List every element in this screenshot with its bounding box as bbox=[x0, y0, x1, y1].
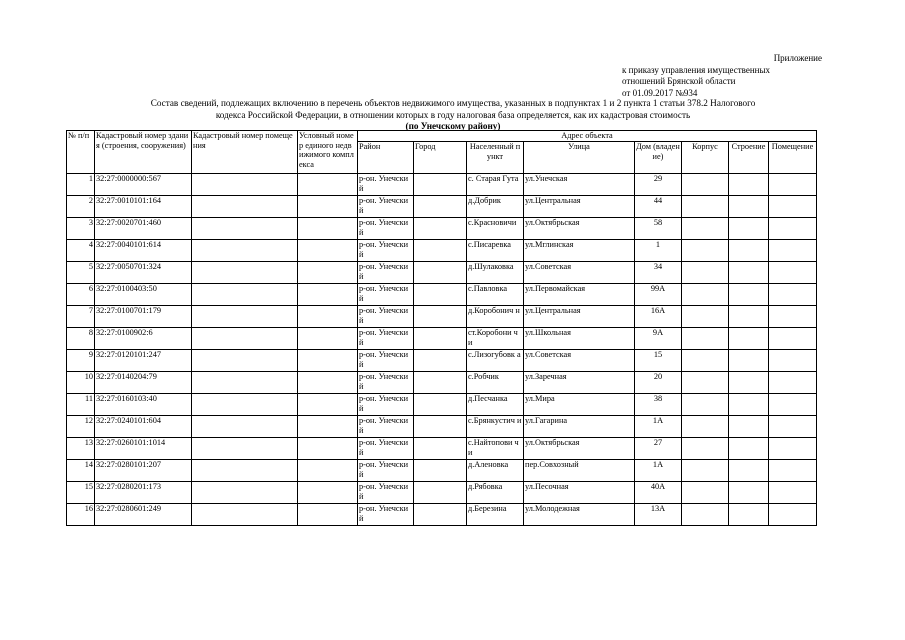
cell-city bbox=[414, 504, 467, 526]
cell-cadastral-room bbox=[192, 372, 298, 394]
cell-num: 7 bbox=[67, 306, 95, 328]
table-row bbox=[67, 218, 817, 240]
cell-conditional-number bbox=[298, 460, 358, 482]
cell-house: 38 bbox=[635, 394, 682, 416]
cell-conditional-number bbox=[298, 262, 358, 284]
cell-num: 9 bbox=[67, 350, 95, 372]
table-body bbox=[67, 174, 817, 526]
cell-city bbox=[414, 262, 467, 284]
table-row bbox=[67, 460, 817, 482]
cell-room bbox=[769, 262, 817, 284]
cell-conditional-number bbox=[298, 482, 358, 504]
header-district: Район bbox=[358, 142, 414, 174]
cell-room bbox=[769, 438, 817, 460]
cell-conditional-number bbox=[298, 328, 358, 350]
cell-num: 2 bbox=[67, 196, 95, 218]
cell-korpus bbox=[682, 416, 729, 438]
cell-district: р-он. Унечский bbox=[358, 196, 414, 218]
cell-conditional-number bbox=[298, 174, 358, 196]
cell-cadastral-room bbox=[192, 460, 298, 482]
cell-korpus bbox=[682, 394, 729, 416]
cell-city bbox=[414, 218, 467, 240]
appendix-line-2: к приказу управления имущественных bbox=[622, 64, 771, 75]
cell-locality: с.Красновичи bbox=[467, 218, 524, 240]
header-cadastral-room: Кадастровый номер помещения bbox=[192, 131, 298, 174]
cell-korpus bbox=[682, 438, 729, 460]
cell-house: 34 bbox=[635, 262, 682, 284]
cell-cadastral-room bbox=[192, 218, 298, 240]
table-row bbox=[67, 482, 817, 504]
cell-house: 58 bbox=[635, 218, 682, 240]
cell-korpus bbox=[682, 460, 729, 482]
cell-district: р-он. Унечский bbox=[358, 372, 414, 394]
cell-locality: д.Березина bbox=[467, 504, 524, 526]
cell-korpus bbox=[682, 504, 729, 526]
header-num: № п/п bbox=[67, 131, 95, 174]
cell-building bbox=[729, 284, 769, 306]
cell-room bbox=[769, 174, 817, 196]
appendix-line-4: от 01.09.2017 №934 bbox=[622, 87, 698, 98]
cell-num: 14 bbox=[67, 460, 95, 482]
cell-cadastral-building: 32:27:0120101:247 bbox=[95, 350, 192, 372]
cell-district: р-он. Унечский bbox=[358, 306, 414, 328]
cell-num: 5 bbox=[67, 262, 95, 284]
header-street: Улица bbox=[524, 142, 635, 174]
cell-house: 44 bbox=[635, 196, 682, 218]
cell-locality: с.Лизогубовк а bbox=[467, 350, 524, 372]
cell-building bbox=[729, 504, 769, 526]
cell-building bbox=[729, 240, 769, 262]
cell-conditional-number bbox=[298, 196, 358, 218]
cell-district: р-он. Унечский bbox=[358, 438, 414, 460]
cell-korpus bbox=[682, 482, 729, 504]
cell-room bbox=[769, 240, 817, 262]
cell-room bbox=[769, 416, 817, 438]
cell-house: 99А bbox=[635, 284, 682, 306]
cell-district: р-он. Унечский bbox=[358, 482, 414, 504]
appendix-line-1: Приложение bbox=[773, 53, 822, 63]
cell-korpus bbox=[682, 372, 729, 394]
table-row bbox=[67, 174, 817, 196]
table-row bbox=[67, 306, 817, 328]
cell-korpus bbox=[682, 284, 729, 306]
header-city: Город bbox=[414, 142, 467, 174]
cell-cadastral-building: 32:27:0160103:40 bbox=[95, 394, 192, 416]
cell-city bbox=[414, 240, 467, 262]
cell-house: 1А bbox=[635, 460, 682, 482]
objects-table bbox=[66, 130, 817, 526]
cell-cadastral-building: 32:27:0050701:324 bbox=[95, 262, 192, 284]
cell-cadastral-building: 32:27:0260101:1014 bbox=[95, 438, 192, 460]
cell-cadastral-building: 32:27:0240101:604 bbox=[95, 416, 192, 438]
cell-street: ул.Первомайская bbox=[524, 284, 635, 306]
cell-building bbox=[729, 416, 769, 438]
cell-building bbox=[729, 460, 769, 482]
cell-locality: ст.Коробони чи bbox=[467, 328, 524, 350]
cell-district: р-он. Унечский bbox=[358, 394, 414, 416]
cell-num: 8 bbox=[67, 328, 95, 350]
cell-building bbox=[729, 174, 769, 196]
table-row bbox=[67, 240, 817, 262]
cell-city bbox=[414, 394, 467, 416]
cell-cadastral-room bbox=[192, 482, 298, 504]
table-row bbox=[67, 416, 817, 438]
cell-city bbox=[414, 350, 467, 372]
cell-cadastral-room bbox=[192, 284, 298, 306]
cell-cadastral-room bbox=[192, 196, 298, 218]
cell-cadastral-room bbox=[192, 306, 298, 328]
cell-house: 13А bbox=[635, 504, 682, 526]
cell-building bbox=[729, 394, 769, 416]
cell-korpus bbox=[682, 196, 729, 218]
cell-street: ул.Молодежная bbox=[524, 504, 635, 526]
cell-room bbox=[769, 372, 817, 394]
cell-city bbox=[414, 372, 467, 394]
cell-district: р-он. Унечский bbox=[358, 240, 414, 262]
cell-building bbox=[729, 482, 769, 504]
cell-house: 20 bbox=[635, 372, 682, 394]
cell-room bbox=[769, 218, 817, 240]
cell-cadastral-room bbox=[192, 174, 298, 196]
cell-cadastral-room bbox=[192, 350, 298, 372]
cell-building bbox=[729, 350, 769, 372]
cell-cadastral-building: 32:27:0010101:164 bbox=[95, 196, 192, 218]
header-locality: Населенный пункт bbox=[467, 142, 524, 174]
cell-city bbox=[414, 174, 467, 196]
cell-room bbox=[769, 394, 817, 416]
cell-cadastral-building: 32:27:0280201:173 bbox=[95, 482, 192, 504]
cell-conditional-number bbox=[298, 284, 358, 306]
cell-conditional-number bbox=[298, 438, 358, 460]
cell-cadastral-room bbox=[192, 262, 298, 284]
table-row bbox=[67, 438, 817, 460]
cell-cadastral-building: 32:27:0000000:567 bbox=[95, 174, 192, 196]
cell-building bbox=[729, 262, 769, 284]
cell-cadastral-building: 32:27:0020701:460 bbox=[95, 218, 192, 240]
cell-street: ул.Советская bbox=[524, 262, 635, 284]
cell-house: 40А bbox=[635, 482, 682, 504]
cell-house: 9А bbox=[635, 328, 682, 350]
title-subtitle: (по Унечскому району) bbox=[405, 121, 501, 131]
cell-street: ул.Центральная bbox=[524, 306, 635, 328]
cell-num: 15 bbox=[67, 482, 95, 504]
table-row bbox=[67, 328, 817, 350]
cell-conditional-number bbox=[298, 218, 358, 240]
title-line-1: Состав сведений, подлежащих включению в перечень объектов недвижимого имущества, указанных в подпунктах 1 и 2 пункта 1 статьи 378.2 Налогового bbox=[150, 98, 756, 108]
cell-cadastral-room bbox=[192, 240, 298, 262]
cell-korpus bbox=[682, 174, 729, 196]
cell-cadastral-room bbox=[192, 438, 298, 460]
cell-korpus bbox=[682, 350, 729, 372]
header-address: Адрес объекта bbox=[358, 131, 817, 142]
header-korpus: Корпус bbox=[682, 142, 729, 174]
cell-locality: с. Старая Гута bbox=[467, 174, 524, 196]
cell-street: ул.Заречная bbox=[524, 372, 635, 394]
table-row bbox=[67, 262, 817, 284]
cell-city bbox=[414, 416, 467, 438]
table-row bbox=[67, 394, 817, 416]
cell-num: 3 bbox=[67, 218, 95, 240]
cell-street: ул.Песочная bbox=[524, 482, 635, 504]
cell-room bbox=[769, 350, 817, 372]
cell-locality: с.Найтопови чи bbox=[467, 438, 524, 460]
cell-street: ул.Мира bbox=[524, 394, 635, 416]
cell-street: ул.Школьная bbox=[524, 328, 635, 350]
cell-house: 1А bbox=[635, 416, 682, 438]
cell-num: 12 bbox=[67, 416, 95, 438]
cell-room bbox=[769, 328, 817, 350]
cell-house: 29 bbox=[635, 174, 682, 196]
cell-room bbox=[769, 460, 817, 482]
cell-cadastral-room bbox=[192, 328, 298, 350]
cell-street: ул.Октябрьская bbox=[524, 218, 635, 240]
cell-street: пер.Совхозный bbox=[524, 460, 635, 482]
title-line-2: кодекса Российской Федерации, в отношении которых в году налоговая база определяется, как их кадастровая стоимость bbox=[215, 109, 691, 120]
cell-cadastral-room bbox=[192, 504, 298, 526]
table-row bbox=[67, 372, 817, 394]
cell-conditional-number bbox=[298, 394, 358, 416]
cell-house: 15 bbox=[635, 350, 682, 372]
cell-num: 13 bbox=[67, 438, 95, 460]
cell-street: ул.Октябрьская bbox=[524, 438, 635, 460]
cell-street: ул.Мглинская bbox=[524, 240, 635, 262]
cell-num: 4 bbox=[67, 240, 95, 262]
table-row bbox=[67, 504, 817, 526]
appendix-line-3: отношений Брянской области bbox=[622, 76, 736, 86]
table-row bbox=[67, 350, 817, 372]
cell-cadastral-building: 32:27:0140204:79 bbox=[95, 372, 192, 394]
cell-district: р-он. Унечский bbox=[358, 328, 414, 350]
cell-city bbox=[414, 196, 467, 218]
cell-cadastral-building: 32:27:0040101:614 bbox=[95, 240, 192, 262]
cell-room bbox=[769, 284, 817, 306]
cell-num: 1 bbox=[67, 174, 95, 196]
cell-city bbox=[414, 328, 467, 350]
cell-conditional-number bbox=[298, 306, 358, 328]
cell-building bbox=[729, 438, 769, 460]
cell-locality: д.Коробонич н bbox=[467, 306, 524, 328]
cell-district: р-он. Унечский bbox=[358, 174, 414, 196]
cell-building bbox=[729, 306, 769, 328]
header-house: Дом (владение) bbox=[635, 142, 682, 174]
table-row bbox=[67, 284, 817, 306]
cell-district: р-он. Унечский bbox=[358, 284, 414, 306]
header-cadastral-building: Кадастровый номер здания (строения, сооружения) bbox=[95, 131, 192, 174]
cell-district: р-он. Унечский bbox=[358, 262, 414, 284]
cell-city bbox=[414, 460, 467, 482]
header-conditional-number: Условный номер единого недвижимого комплекса bbox=[298, 131, 358, 174]
cell-cadastral-building: 32:27:0100701:179 bbox=[95, 306, 192, 328]
cell-locality: с.Робчик bbox=[467, 372, 524, 394]
cell-korpus bbox=[682, 218, 729, 240]
cell-locality: д.Аленовка bbox=[467, 460, 524, 482]
cell-room bbox=[769, 306, 817, 328]
header-building: Строение bbox=[729, 142, 769, 174]
cell-num: 16 bbox=[67, 504, 95, 526]
cell-street: ул.Унечская bbox=[524, 174, 635, 196]
cell-city bbox=[414, 482, 467, 504]
cell-house: 16А bbox=[635, 306, 682, 328]
cell-locality: д.Шулаковка bbox=[467, 262, 524, 284]
cell-cadastral-building: 32:27:0100403:50 bbox=[95, 284, 192, 306]
cell-cadastral-building: 32:27:0100902:6 bbox=[95, 328, 192, 350]
cell-locality: д.Песчанка bbox=[467, 394, 524, 416]
cell-building bbox=[729, 196, 769, 218]
cell-room bbox=[769, 482, 817, 504]
cell-conditional-number bbox=[298, 504, 358, 526]
cell-building bbox=[729, 328, 769, 350]
cell-district: р-он. Унечский bbox=[358, 460, 414, 482]
cell-korpus bbox=[682, 262, 729, 284]
cell-cadastral-building: 32:27:0280101:207 bbox=[95, 460, 192, 482]
cell-district: р-он. Унечский bbox=[358, 350, 414, 372]
cell-street: ул.Советская bbox=[524, 350, 635, 372]
cell-korpus bbox=[682, 240, 729, 262]
cell-city bbox=[414, 438, 467, 460]
appendix-header bbox=[622, 53, 822, 99]
cell-locality: с.Павловка bbox=[467, 284, 524, 306]
table-row bbox=[67, 196, 817, 218]
cell-cadastral-room bbox=[192, 416, 298, 438]
cell-korpus bbox=[682, 328, 729, 350]
cell-building bbox=[729, 218, 769, 240]
cell-conditional-number bbox=[298, 350, 358, 372]
cell-building bbox=[729, 372, 769, 394]
cell-num: 10 bbox=[67, 372, 95, 394]
cell-house: 27 bbox=[635, 438, 682, 460]
cell-num: 11 bbox=[67, 394, 95, 416]
cell-conditional-number bbox=[298, 416, 358, 438]
cell-conditional-number bbox=[298, 372, 358, 394]
cell-locality: с.Брянкустич и bbox=[467, 416, 524, 438]
header-room: Помещение bbox=[769, 142, 817, 174]
cell-district: р-он. Унечский bbox=[358, 416, 414, 438]
cell-city bbox=[414, 284, 467, 306]
cell-city bbox=[414, 306, 467, 328]
cell-locality: д.Добрик bbox=[467, 196, 524, 218]
cell-street: ул.Гагарина bbox=[524, 416, 635, 438]
cell-room bbox=[769, 504, 817, 526]
cell-num: 6 bbox=[67, 284, 95, 306]
cell-street: ул.Центральная bbox=[524, 196, 635, 218]
cell-district: р-он. Унечский bbox=[358, 218, 414, 240]
cell-district: р-он. Унечский bbox=[358, 504, 414, 526]
cell-locality: с.Писаревка bbox=[467, 240, 524, 262]
cell-conditional-number bbox=[298, 240, 358, 262]
cell-cadastral-room bbox=[192, 394, 298, 416]
cell-korpus bbox=[682, 306, 729, 328]
cell-house: 1 bbox=[635, 240, 682, 262]
document-title bbox=[60, 98, 846, 133]
cell-room bbox=[769, 196, 817, 218]
cell-cadastral-building: 32:27:0280601:249 bbox=[95, 504, 192, 526]
cell-locality: д.Рябовка bbox=[467, 482, 524, 504]
